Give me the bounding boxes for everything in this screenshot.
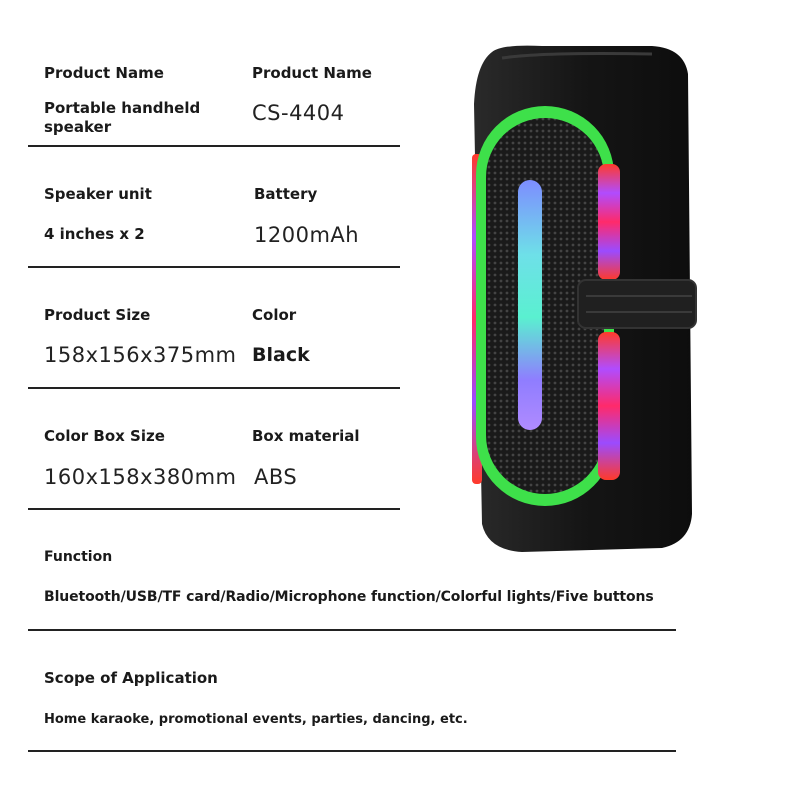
product-size-label: Product Size [44,306,151,324]
box-material-value: ABS [254,465,298,489]
product-name-label: Product Name [44,64,164,82]
product-name-value: Portable handheld speaker [44,99,201,136]
color-value: Black [252,344,310,366]
box-material-label: Box material [252,427,360,445]
divider [28,750,676,752]
speaker-unit-label: Speaker unit [44,185,152,203]
box-size-label: Color Box Size [44,427,165,445]
speaker-product-icon [462,44,702,560]
battery-value: 1200mAh [254,223,360,247]
box-size-value: 160x158x380mm [44,465,237,489]
divider [28,145,400,147]
scope-value: Home karaoke, promotional events, parties, dancing, etc. [44,712,468,727]
speaker-unit-value: 4 inches x 2 [44,225,145,243]
divider [28,266,400,268]
divider [28,387,400,389]
function-label: Function [44,549,113,565]
battery-label: Battery [254,185,318,203]
color-label: Color [252,306,297,324]
scope-label: Scope of Application [44,669,218,687]
product-size-value: 158x156x375mm [44,343,237,367]
model-label: Product Name [252,64,372,82]
divider [28,508,400,510]
model-value: CS-4404 [252,101,345,125]
divider [28,629,676,631]
function-value: Bluetooth/USB/TF card/Radio/Microphone function/Colorful lights/Five buttons [44,589,654,605]
